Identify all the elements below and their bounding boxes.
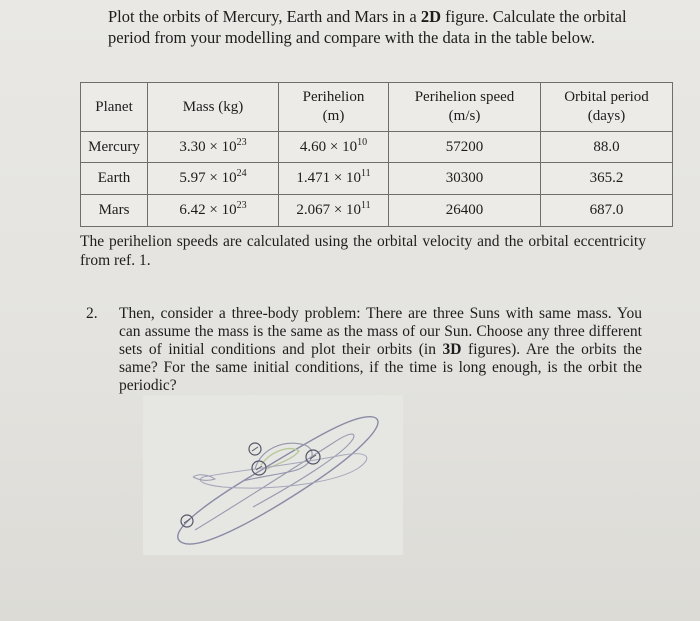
perihelion-base: 4.60 × 10 xyxy=(299,138,358,155)
header-perihelion-line2: (m) xyxy=(322,108,345,124)
sun-body-1-icon xyxy=(249,443,261,455)
header-perihelion xyxy=(279,83,389,132)
cell-planet: Mars xyxy=(81,195,148,227)
header-planet: Planet xyxy=(81,83,148,132)
cell-mass xyxy=(148,132,279,163)
mass-exponent: 24 xyxy=(236,168,247,179)
q2-text-2: figures). Are the orbits the same? For the same initial conditions, if the time is long enough, is the orbit the periodic? xyxy=(119,341,643,394)
cell-speed: 57200 xyxy=(389,132,541,163)
header-mass: Mass (kg) xyxy=(148,83,279,132)
header-speed-line1: Perihelion speed xyxy=(414,89,515,105)
sun-body-3-icon xyxy=(306,450,320,464)
cell-planet: Mercury xyxy=(81,132,148,163)
cell-period: 365.2 xyxy=(541,163,673,195)
question-2-text xyxy=(119,305,642,395)
perihelion-exponent: 10 xyxy=(357,136,368,148)
q2-bold-3d: 3D xyxy=(442,341,462,358)
perihelion-base: 1.471 × 10 xyxy=(296,170,362,186)
planet-data-table xyxy=(80,82,673,227)
cell-period: 88.0 xyxy=(541,132,673,163)
cell-mass xyxy=(148,163,279,195)
table-note: The perihelion speeds are calculated using the orbital velocity and the orbital eccentricity from ref. 1. xyxy=(80,233,646,269)
intro-paragraph xyxy=(108,6,668,48)
perihelion-base: 2.067 × 10 xyxy=(296,202,362,218)
table-row xyxy=(81,163,673,195)
table-row xyxy=(81,195,673,227)
header-period-line2: (days) xyxy=(587,108,626,124)
perihelion-exponent: 11 xyxy=(361,168,371,179)
cell-speed: 30300 xyxy=(389,163,541,195)
sun-body-4-icon xyxy=(181,515,193,527)
mass-base: 5.97 × 10 xyxy=(179,170,237,186)
intro-bold-2d: 2D xyxy=(420,7,441,26)
mass-exponent: 23 xyxy=(236,200,247,211)
q2-text-1: Then, consider a three-body problem: There are three Suns with same mass. You can assume the mass is the same as the mass of our Sun. Choose any three different sets of initial conditions and plot their orbits (in xyxy=(119,305,642,358)
cell-planet: Earth xyxy=(81,163,148,195)
header-speed xyxy=(389,83,541,132)
perihelion-exponent: 11 xyxy=(361,200,371,211)
orbit-sketch-svg xyxy=(143,395,403,555)
mass-exponent: 23 xyxy=(236,136,247,148)
cell-speed: 26400 xyxy=(389,195,541,227)
cell-perihelion xyxy=(279,163,389,195)
cell-perihelion xyxy=(279,195,389,227)
table-row xyxy=(81,132,673,163)
orbit-path-inner xyxy=(195,434,354,530)
intro-text-2: figure. Calculate the orbital period from your modelling and compare with the data in the table below. xyxy=(108,7,627,47)
orbit-sketch-drawing xyxy=(143,395,403,555)
header-period-line1: Orbital period xyxy=(564,89,649,105)
mass-base: 6.42 × 10 xyxy=(179,202,237,218)
cell-period: 687.0 xyxy=(541,195,673,227)
mass-base: 3.30 × 10 xyxy=(179,138,237,155)
orbit-path-outer xyxy=(200,454,367,488)
header-period xyxy=(541,83,673,132)
table-header-row xyxy=(81,83,673,132)
intro-text-1: Plot the orbits of Mercury, Earth and Mars in a xyxy=(108,7,421,26)
header-speed-line2: (m/s) xyxy=(448,108,481,124)
cell-mass xyxy=(148,195,279,227)
header-perihelion-line1: Perihelion xyxy=(302,89,365,105)
cell-perihelion xyxy=(279,132,389,163)
question-number: 2. xyxy=(86,305,98,322)
